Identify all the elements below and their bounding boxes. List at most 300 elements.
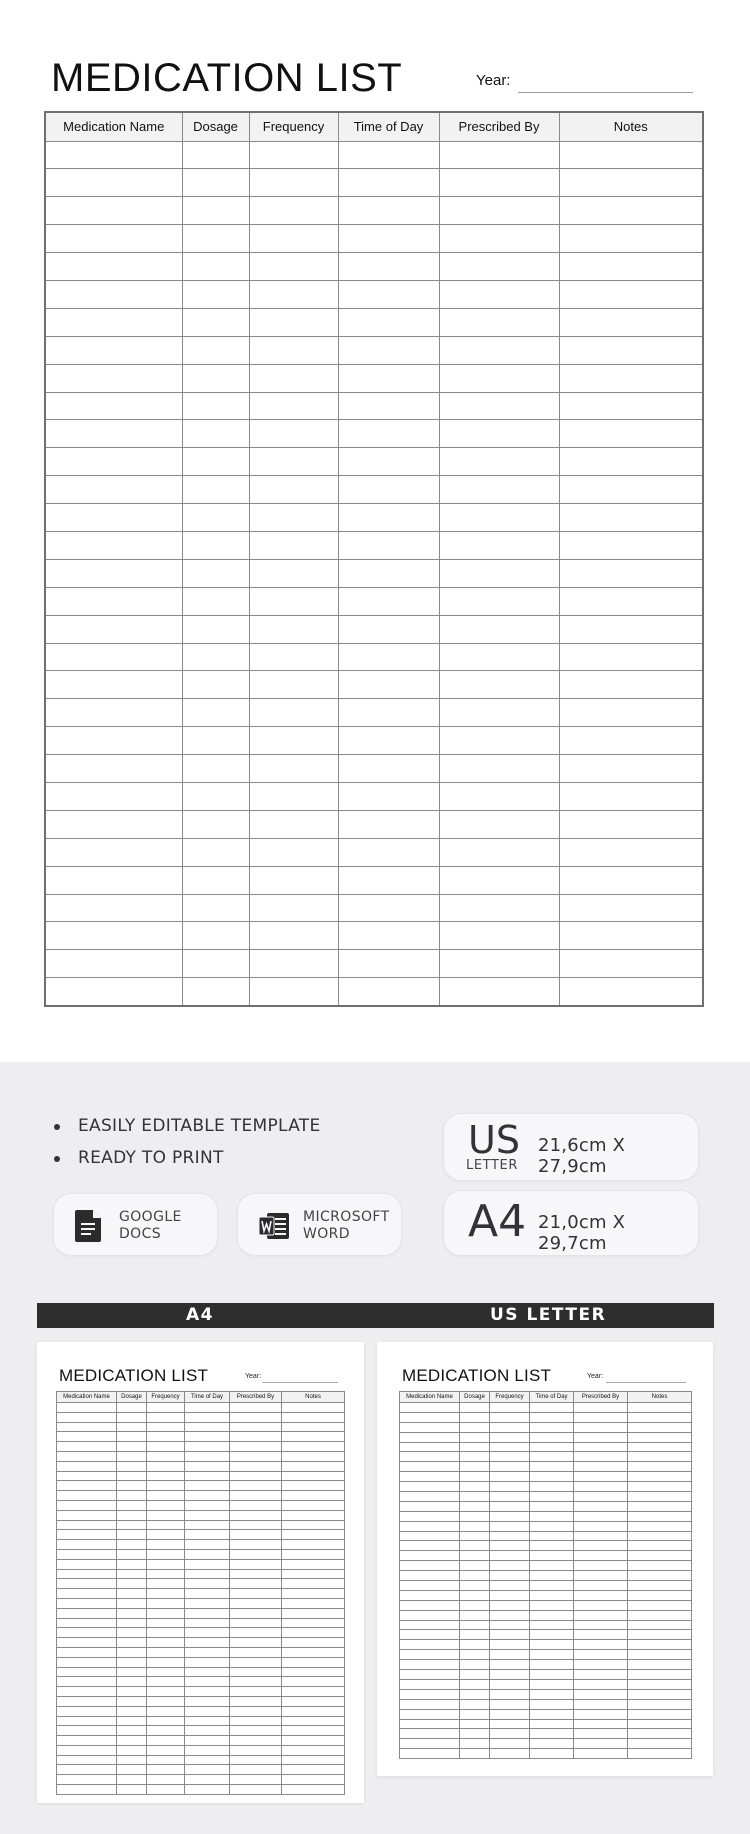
- mini-column-header: Notes: [628, 1392, 692, 1403]
- table-cell: [45, 950, 182, 978]
- column-header: Prescribed By: [439, 112, 559, 141]
- mini-table-cell: [628, 1472, 692, 1482]
- table-cell: [249, 894, 338, 922]
- table-row: [45, 866, 703, 894]
- mini-table-cell: [147, 1755, 185, 1765]
- mini-table-cell: [400, 1650, 460, 1660]
- mini-table-cell: [530, 1749, 574, 1759]
- mini-table-cell: [230, 1403, 282, 1413]
- mini-table-cell: [530, 1472, 574, 1482]
- mini-table-cell: [57, 1510, 117, 1520]
- table-cell: [439, 169, 559, 197]
- mini-table-cell: [490, 1749, 530, 1759]
- mini-table-cell: [185, 1520, 230, 1530]
- mini-table-cell: [117, 1491, 147, 1501]
- table-row: [400, 1679, 692, 1689]
- mini-table-cell: [530, 1709, 574, 1719]
- mini-table-cell: [400, 1590, 460, 1600]
- mini-table-cell: [628, 1739, 692, 1749]
- table-row: [400, 1541, 692, 1551]
- mini-table-cell: [490, 1551, 530, 1561]
- table-cell: [559, 587, 703, 615]
- mini-table-cell: [400, 1511, 460, 1521]
- table-cell: [439, 559, 559, 587]
- mini-table-cell: [282, 1736, 345, 1746]
- table-cell: [249, 727, 338, 755]
- table-cell: [45, 755, 182, 783]
- mini-table-cell: [230, 1559, 282, 1569]
- mini-table-cell: [282, 1667, 345, 1677]
- table-cell: [338, 894, 439, 922]
- table-cell: [439, 392, 559, 420]
- mini-table-cell: [574, 1699, 628, 1709]
- table-cell: [559, 755, 703, 783]
- table-cell: [439, 978, 559, 1006]
- mini-table-cell: [117, 1677, 147, 1687]
- mini-table-cell: [628, 1541, 692, 1551]
- mini-table-cell: [490, 1600, 530, 1610]
- mini-table-cell: [57, 1628, 117, 1638]
- table-cell: [439, 671, 559, 699]
- mini-table-cell: [490, 1403, 530, 1413]
- mini-table-cell: [574, 1501, 628, 1511]
- mini-table-cell: [574, 1452, 628, 1462]
- mini-table-cell: [230, 1540, 282, 1550]
- mini-table-cell: [185, 1765, 230, 1775]
- table-cell: [249, 615, 338, 643]
- mini-table-cell: [147, 1589, 185, 1599]
- mini-table-cell: [460, 1541, 490, 1551]
- mini-table-cell: [57, 1540, 117, 1550]
- mini-table-cell: [57, 1403, 117, 1413]
- mini-table-cell: [282, 1726, 345, 1736]
- mini-table-cell: [282, 1598, 345, 1608]
- table-cell: [559, 336, 703, 364]
- mini-table-cell: [117, 1432, 147, 1442]
- mini-table-cell: [400, 1749, 460, 1759]
- table-cell: [338, 448, 439, 476]
- mini-table-cell: [185, 1726, 230, 1736]
- table-cell: [249, 141, 338, 169]
- mini-table-cell: [574, 1492, 628, 1502]
- table-cell: [45, 671, 182, 699]
- size-subname: LETTER: [466, 1158, 518, 1173]
- table-cell: [559, 894, 703, 922]
- mini-table-cell: [117, 1608, 147, 1618]
- mini-medication-table: [56, 1391, 345, 1795]
- table-cell: [338, 922, 439, 950]
- mini-table-cell: [574, 1511, 628, 1521]
- mini-table-cell: [117, 1569, 147, 1579]
- table-row: [57, 1530, 345, 1540]
- mini-table-cell: [460, 1699, 490, 1709]
- us-letter-preview-label: US LETTER: [490, 1305, 607, 1325]
- mini-table-cell: [460, 1571, 490, 1581]
- mini-table-cell: [490, 1452, 530, 1462]
- mini-table-cell: [460, 1670, 490, 1680]
- mini-table-cell: [117, 1589, 147, 1599]
- mini-table-cell: [117, 1540, 147, 1550]
- mini-table-cell: [530, 1452, 574, 1462]
- mini-column-header: Time of Day: [530, 1392, 574, 1403]
- mini-table-cell: [460, 1610, 490, 1620]
- mini-table-cell: [530, 1699, 574, 1709]
- table-row: [45, 699, 703, 727]
- mini-table-cell: [57, 1589, 117, 1599]
- table-cell: [338, 476, 439, 504]
- table-cell: [559, 643, 703, 671]
- mini-table-cell: [185, 1549, 230, 1559]
- mini-table-cell: [282, 1706, 345, 1716]
- table-cell: [439, 810, 559, 838]
- table-row: [400, 1432, 692, 1442]
- table-row: [400, 1581, 692, 1591]
- table-row: [400, 1403, 692, 1413]
- mini-table-cell: [574, 1412, 628, 1422]
- table-cell: [249, 448, 338, 476]
- mini-table-cell: [147, 1530, 185, 1540]
- mini-table-cell: [147, 1403, 185, 1413]
- mini-table-cell: [628, 1719, 692, 1729]
- mini-table-cell: [282, 1618, 345, 1628]
- table-cell: [182, 894, 249, 922]
- mini-table-cell: [57, 1481, 117, 1491]
- table-row: [45, 810, 703, 838]
- mini-table-cell: [230, 1608, 282, 1618]
- table-row: [57, 1481, 345, 1491]
- table-cell: [439, 643, 559, 671]
- table-row: [400, 1551, 692, 1561]
- mini-table-cell: [400, 1432, 460, 1442]
- mini-column-header: Dosage: [117, 1392, 147, 1403]
- mini-table-cell: [400, 1729, 460, 1739]
- table-cell: [439, 420, 559, 448]
- table-row: [45, 559, 703, 587]
- table-row: [57, 1785, 345, 1795]
- table-cell: [182, 950, 249, 978]
- size-name: US: [468, 1118, 520, 1162]
- table-row: [57, 1638, 345, 1648]
- table-cell: [182, 308, 249, 336]
- table-cell: [249, 476, 338, 504]
- mini-table-cell: [185, 1785, 230, 1795]
- table-cell: [249, 866, 338, 894]
- table-row: [400, 1650, 692, 1660]
- table-cell: [338, 504, 439, 532]
- mini-table-cell: [574, 1541, 628, 1551]
- mini-table-cell: [490, 1511, 530, 1521]
- table-cell: [249, 671, 338, 699]
- table-row: [400, 1452, 692, 1462]
- mini-table-cell: [530, 1620, 574, 1630]
- table-cell: [45, 420, 182, 448]
- mini-table-cell: [400, 1689, 460, 1699]
- mini-table-cell: [574, 1679, 628, 1689]
- table-row: [57, 1755, 345, 1765]
- mini-table-cell: [185, 1412, 230, 1422]
- mini-table-cell: [185, 1677, 230, 1687]
- table-row: [45, 225, 703, 253]
- table-row: [45, 504, 703, 532]
- mini-table-cell: [185, 1589, 230, 1599]
- mini-table-cell: [400, 1660, 460, 1670]
- table-cell: [559, 364, 703, 392]
- mini-table-cell: [147, 1520, 185, 1530]
- table-cell: [249, 336, 338, 364]
- table-cell: [182, 643, 249, 671]
- mini-table-cell: [147, 1726, 185, 1736]
- table-cell: [559, 253, 703, 281]
- mini-table-cell: [282, 1451, 345, 1461]
- mini-table-cell: [57, 1638, 117, 1648]
- mini-table-cell: [147, 1549, 185, 1559]
- mini-table-cell: [400, 1630, 460, 1640]
- mini-table-cell: [230, 1745, 282, 1755]
- table-cell: [182, 253, 249, 281]
- mini-table-cell: [490, 1462, 530, 1472]
- table-cell: [439, 504, 559, 532]
- mini-table-cell: [530, 1571, 574, 1581]
- mini-table-cell: [147, 1785, 185, 1795]
- table-cell: [182, 420, 249, 448]
- mini-table-cell: [185, 1638, 230, 1648]
- mini-table-cell: [57, 1500, 117, 1510]
- mini-table-cell: [147, 1598, 185, 1608]
- mini-table-cell: [490, 1442, 530, 1452]
- mini-table-cell: [490, 1521, 530, 1531]
- mini-table-cell: [400, 1640, 460, 1650]
- mini-table-cell: [230, 1491, 282, 1501]
- mini-table-cell: [282, 1422, 345, 1432]
- mini-table-cell: [460, 1640, 490, 1650]
- table-cell: [249, 280, 338, 308]
- mini-table-cell: [400, 1482, 460, 1492]
- feature-list: [52, 1110, 321, 1174]
- table-row: [45, 782, 703, 810]
- table-cell: [338, 169, 439, 197]
- mini-table-cell: [185, 1755, 230, 1765]
- mini-table-cell: [490, 1679, 530, 1689]
- table-cell: [182, 392, 249, 420]
- table-cell: [439, 225, 559, 253]
- mini-table-cell: [147, 1442, 185, 1452]
- table-cell: [249, 699, 338, 727]
- table-row: [45, 531, 703, 559]
- mini-table-cell: [530, 1492, 574, 1502]
- mini-table-cell: [185, 1422, 230, 1432]
- table-row: [400, 1749, 692, 1759]
- mini-table-cell: [400, 1462, 460, 1472]
- table-cell: [45, 866, 182, 894]
- table-cell: [559, 727, 703, 755]
- mini-table-cell: [147, 1559, 185, 1569]
- table-cell: [338, 978, 439, 1006]
- table-cell: [338, 866, 439, 894]
- size-card-us-letter: [443, 1113, 699, 1181]
- mini-table-cell: [460, 1551, 490, 1561]
- mini-table-cell: [282, 1471, 345, 1481]
- mini-table-cell: [574, 1482, 628, 1492]
- mini-table-cell: [57, 1451, 117, 1461]
- mini-table-cell: [400, 1472, 460, 1482]
- app-label: WORD: [303, 1226, 350, 1242]
- column-header: Dosage: [182, 112, 249, 141]
- mini-table-cell: [230, 1628, 282, 1638]
- microsoft-word-icon: [258, 1211, 290, 1241]
- table-cell: [338, 141, 439, 169]
- mini-table-cell: [230, 1510, 282, 1520]
- table-cell: [439, 476, 559, 504]
- table-cell: [45, 364, 182, 392]
- table-cell: [249, 392, 338, 420]
- mini-table-cell: [282, 1520, 345, 1530]
- mini-page-title: MEDICATION LIST: [402, 1366, 552, 1385]
- a4-preview-label: A4: [186, 1305, 214, 1325]
- table-cell: [338, 810, 439, 838]
- mini-table-cell: [460, 1482, 490, 1492]
- mini-table-cell: [57, 1598, 117, 1608]
- mini-table-cell: [57, 1667, 117, 1677]
- mini-table-cell: [628, 1501, 692, 1511]
- mini-table-cell: [117, 1736, 147, 1746]
- table-cell: [338, 364, 439, 392]
- table-row: [57, 1579, 345, 1589]
- mini-table-cell: [57, 1736, 117, 1746]
- mini-table-cell: [460, 1511, 490, 1521]
- table-cell: [182, 587, 249, 615]
- table-row: [45, 253, 703, 281]
- mini-table-cell: [185, 1432, 230, 1442]
- mini-table-cell: [490, 1531, 530, 1541]
- mini-column-header: Dosage: [460, 1392, 490, 1403]
- mini-table-cell: [530, 1462, 574, 1472]
- table-cell: [182, 755, 249, 783]
- mini-table-cell: [117, 1412, 147, 1422]
- mini-table-cell: [282, 1579, 345, 1589]
- mini-table-cell: [490, 1620, 530, 1630]
- table-row: [400, 1571, 692, 1581]
- mini-table-cell: [460, 1719, 490, 1729]
- mini-table-cell: [400, 1403, 460, 1413]
- mini-table-cell: [282, 1687, 345, 1697]
- mini-table-cell: [117, 1530, 147, 1540]
- mini-table-cell: [490, 1640, 530, 1650]
- size-dimensions: 21,6cm X 27,9cm: [538, 1135, 626, 1177]
- mini-table-cell: [628, 1482, 692, 1492]
- mini-table-cell: [460, 1531, 490, 1541]
- mini-table-cell: [400, 1699, 460, 1709]
- mini-table-cell: [57, 1520, 117, 1530]
- mini-table-cell: [628, 1660, 692, 1670]
- mini-table-cell: [460, 1600, 490, 1610]
- table-row: [45, 448, 703, 476]
- mini-table-cell: [530, 1482, 574, 1492]
- table-cell: [182, 448, 249, 476]
- mini-table-cell: [628, 1679, 692, 1689]
- mini-table-cell: [230, 1451, 282, 1461]
- table-cell: [45, 894, 182, 922]
- mini-table-cell: [230, 1412, 282, 1422]
- mini-medication-table: [399, 1391, 692, 1759]
- table-row: [400, 1699, 692, 1709]
- mini-table-cell: [490, 1412, 530, 1422]
- mini-table-cell: [230, 1716, 282, 1726]
- table-row: [400, 1412, 692, 1422]
- table-cell: [338, 615, 439, 643]
- mini-table-cell: [117, 1765, 147, 1775]
- mini-table-cell: [185, 1500, 230, 1510]
- mini-table-cell: [530, 1581, 574, 1591]
- table-row: [45, 643, 703, 671]
- table-cell: [559, 448, 703, 476]
- mini-table-cell: [628, 1709, 692, 1719]
- table-cell: [439, 866, 559, 894]
- mini-table-cell: [230, 1520, 282, 1530]
- mini-table-cell: [628, 1442, 692, 1452]
- mini-table-cell: [185, 1608, 230, 1618]
- table-cell: [182, 782, 249, 810]
- mini-table-cell: [230, 1775, 282, 1785]
- mini-table-cell: [530, 1551, 574, 1561]
- mini-table-cell: [530, 1729, 574, 1739]
- table-cell: [249, 755, 338, 783]
- mini-table-cell: [185, 1510, 230, 1520]
- mini-table-cell: [230, 1647, 282, 1657]
- mini-table-cell: [460, 1403, 490, 1413]
- mini-table-cell: [230, 1589, 282, 1599]
- table-cell: [182, 615, 249, 643]
- mini-table-cell: [400, 1501, 460, 1511]
- table-cell: [45, 504, 182, 532]
- mini-table-cell: [628, 1492, 692, 1502]
- mini-table-cell: [147, 1481, 185, 1491]
- table-row: [57, 1628, 345, 1638]
- table-row: [45, 280, 703, 308]
- table-cell: [249, 308, 338, 336]
- table-cell: [559, 141, 703, 169]
- mini-table-cell: [117, 1726, 147, 1736]
- mini-table-cell: [185, 1579, 230, 1589]
- mini-table-cell: [400, 1679, 460, 1689]
- table-cell: [439, 197, 559, 225]
- mini-table-cell: [117, 1549, 147, 1559]
- table-cell: [182, 699, 249, 727]
- mini-table-cell: [57, 1755, 117, 1765]
- table-row: [400, 1501, 692, 1511]
- mini-table-cell: [282, 1403, 345, 1413]
- table-row: [57, 1775, 345, 1785]
- table-cell: [338, 755, 439, 783]
- mini-table-cell: [574, 1709, 628, 1719]
- mini-table-cell: [282, 1589, 345, 1599]
- table-cell: [45, 253, 182, 281]
- mini-table-cell: [574, 1521, 628, 1531]
- mini-table-cell: [57, 1491, 117, 1501]
- table-cell: [45, 587, 182, 615]
- year-label: Year:: [476, 72, 511, 89]
- mini-table-cell: [57, 1559, 117, 1569]
- table-cell: [559, 838, 703, 866]
- table-cell: [182, 225, 249, 253]
- column-header: Notes: [559, 112, 703, 141]
- mini-table-cell: [147, 1510, 185, 1520]
- mini-table-cell: [574, 1600, 628, 1610]
- table-row: [400, 1660, 692, 1670]
- table-cell: [338, 308, 439, 336]
- mini-table-cell: [117, 1403, 147, 1413]
- table-cell: [182, 810, 249, 838]
- mini-table-cell: [530, 1501, 574, 1511]
